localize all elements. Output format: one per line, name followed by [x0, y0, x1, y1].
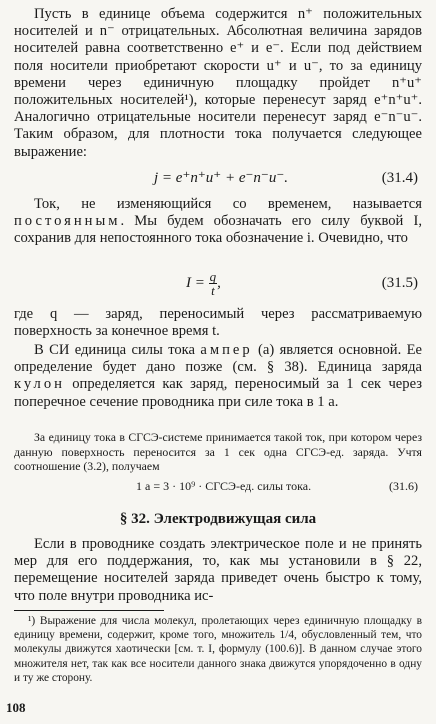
text-segment: Ток, не изменяющийся со временем, называется	[34, 196, 422, 212]
equation-number: (31.6)	[389, 479, 418, 493]
paragraph-direct-current	[14, 196, 422, 248]
text-segment: определяется как заряд, переносимый за 1 сек через поперечное сечение проводника при силе тока в 1 а.	[14, 376, 422, 410]
section-heading: § 32. Электродвижущая сила	[119, 511, 317, 527]
paragraph-text: За единицу тока в СГСЭ-системе принимается такой ток, при котором через данную поверхность переносится за 1 сек одна СГСЭ-ед. заряда. Учтя соотношение (3.2), получаем	[14, 430, 422, 474]
equation-number: (31.5)	[381, 275, 418, 291]
paragraph-si-units	[14, 342, 422, 411]
footnote-rule	[14, 610, 164, 611]
footnote-text: ¹) Выражение для числа молекул, пролетающих через единичную площадку в единицу времени, содержит, кроме того, множитель 1/4, обусловленный тем, что молекулы движутся хаотически [см. т. I, формулу (100.6)]. В данном случае этого множителя нет, так как все носители данного знака движутся упорядоченно в одну и ту же сторону.	[14, 615, 422, 684]
formula-lhs: I =	[186, 275, 205, 291]
formula-31-4	[14, 166, 422, 190]
formula-expression: 1 а = 3 · 10⁹ · СГСЭ-ед. силы тока.	[136, 479, 312, 493]
fraction-denominator: t	[211, 283, 215, 299]
paragraph-text: Пусть в единице объема содержится n⁺ положительных носителей и n⁻ отрицательных. Абсолютная величина зарядов носителей равна соответственно e⁺ и e⁻. Если под действием поля носители приобретают скорости u⁺ и u⁻, то за единицу времени через единичную площадку пройдет n⁺u⁺ положительных носителей¹), которые перенесут заряд e⁺n⁺u⁺. Аналогично отрицательные носители перенесут заряд e⁻n⁻u⁻. Таким образом, для плотности тока получается следующее выражение:	[14, 6, 422, 160]
spaced-term: постоянным	[14, 213, 121, 230]
page-number: 108	[6, 700, 26, 715]
formula-tail: ,	[217, 275, 221, 291]
formula-31-5	[14, 266, 422, 300]
formula-31-6	[14, 476, 422, 496]
text-segment: . Мы будем обозначать его силу буквой I, сохранив для непостоянного тока обозначение i. Очевидно, что	[14, 213, 422, 247]
spaced-term: ампер	[200, 342, 253, 358]
paragraph-carrier-density	[14, 6, 422, 161]
paragraph-charge-definition	[14, 306, 422, 340]
formula-expression: j = e⁺n⁺u⁺ + e⁻n⁻u⁻.	[154, 170, 288, 186]
text-segment: (а) является основной. Ее определение будет дано позже (см. § 38). Единица заряда	[14, 342, 422, 376]
formula-expression	[186, 266, 221, 300]
small-print-paragraph	[14, 430, 422, 474]
footnote	[14, 614, 422, 685]
paragraph-text: где q — заряд, переносимый через рассматриваемую поверхность за конечное время t.	[14, 306, 422, 340]
text-segment: В СИ единица силы тока	[34, 342, 201, 358]
fraction	[209, 270, 218, 297]
paragraph-text: Если в проводнике создать электрическое поле и не принять мер для его поддержания, то, как мы установили в § 22, перемещение носителей заряда приведет очень быстро к тому, что поле внутри проводника ис-	[14, 536, 422, 604]
fraction-numerator: q	[209, 269, 217, 285]
equation-number: (31.4)	[381, 170, 418, 186]
spaced-term: кулон	[14, 376, 65, 393]
paragraph-emf-intro	[14, 536, 422, 605]
